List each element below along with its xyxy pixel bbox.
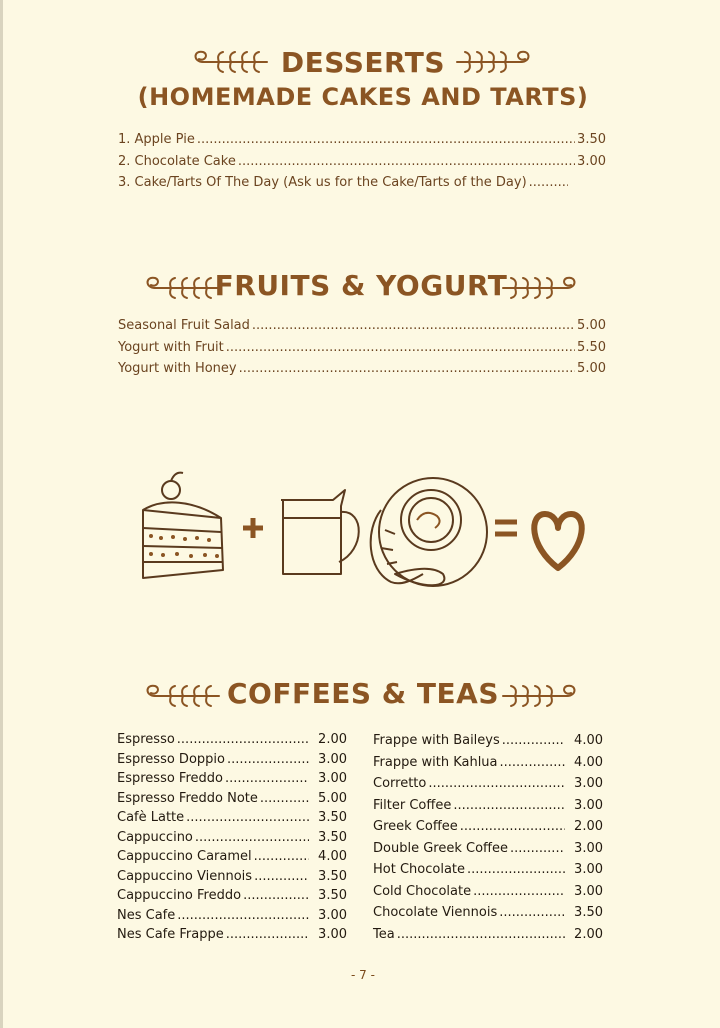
list-item <box>117 769 347 789</box>
item-label: Frappe with Baileys <box>373 733 500 748</box>
list-item <box>117 925 347 945</box>
item-label: Chocolate Viennois <box>373 905 498 920</box>
item-price: 2.00 <box>318 732 347 747</box>
list-item <box>117 789 347 809</box>
fruits-list <box>118 315 606 380</box>
item-label: Greek Coffee <box>373 819 458 834</box>
item-label: Corretto <box>373 776 427 791</box>
item-price: 5.00 <box>318 790 347 806</box>
desserts-list <box>118 129 606 194</box>
item-label: Hot Chocolate <box>373 862 466 877</box>
item-label: Filter Coffee <box>373 797 452 813</box>
milk-jug-icon <box>281 490 359 574</box>
list-item <box>117 808 347 828</box>
list-item <box>373 816 603 838</box>
item-price: 3.50 <box>318 810 347 825</box>
item-label: Nes Cafe <box>117 907 176 923</box>
item-price: 3.00 <box>574 797 603 813</box>
item-label: 1. Apple Pie <box>118 132 195 147</box>
list-item <box>373 859 603 881</box>
item-price: 3.00 <box>574 776 603 791</box>
coffees-title: COFFEES & TEAS <box>226 677 499 710</box>
item-label: Cappuccino Viennois <box>117 868 253 884</box>
item-label: 2. Chocolate Cake <box>118 153 236 169</box>
cake-slice-icon <box>143 473 223 578</box>
item-price: 3.50 <box>318 888 347 903</box>
item-price: 3.00 <box>318 771 347 786</box>
item-label: Cafè Latte <box>117 810 185 825</box>
item-price: 4.00 <box>574 754 603 770</box>
coffees-right-list <box>373 730 603 945</box>
item-price: 2.00 <box>574 819 603 834</box>
plus-icon <box>243 518 263 538</box>
item-price: 3.00 <box>574 862 603 877</box>
item-label: Espresso Freddo <box>117 771 223 786</box>
item-label: Cappuccino <box>117 829 193 845</box>
item-label: Cappuccino Freddo <box>117 888 242 903</box>
item-price: 4.00 <box>574 733 603 748</box>
illustration <box>133 470 593 600</box>
item-price: 3.00 <box>318 751 347 767</box>
list-item <box>117 847 347 867</box>
item-label: Seasonal Fruit Salad <box>118 318 250 333</box>
item-price: 3.50 <box>318 868 347 884</box>
item-price: 2.00 <box>574 926 603 942</box>
item-price: 4.00 <box>318 849 347 864</box>
list-item <box>117 867 347 887</box>
item-label: Cold Chocolate <box>373 883 472 899</box>
list-item <box>373 795 603 817</box>
coffees-left-list <box>117 730 347 945</box>
list-item <box>117 906 347 926</box>
list-item <box>118 337 606 359</box>
list-item <box>373 924 603 946</box>
item-price: 5.00 <box>577 361 606 376</box>
item-price: 3.00 <box>318 907 347 923</box>
item-label: Tea <box>373 926 395 942</box>
item-price: 5.00 <box>577 318 606 333</box>
list-item <box>373 902 603 924</box>
list-item <box>373 752 603 774</box>
list-item <box>373 881 603 903</box>
item-price: 3.00 <box>574 883 603 899</box>
item-price: 3.50 <box>574 905 603 920</box>
list-item <box>117 886 347 906</box>
page-number: - 7 - <box>351 968 375 982</box>
list-item <box>373 730 603 752</box>
list-item <box>118 315 606 337</box>
item-price: 3.50 <box>577 132 606 147</box>
coffee-croissant-icon <box>371 478 487 586</box>
list-item <box>118 172 570 194</box>
item-label: Double Greek Coffee <box>373 840 508 856</box>
heart-icon <box>534 514 581 568</box>
item-label: Yogurt with Fruit <box>118 339 224 355</box>
item-label: Frappe with Kahlua <box>373 754 498 770</box>
item-label: Espresso Freddo Note <box>117 790 258 806</box>
item-label: Espresso Doppio <box>117 751 225 767</box>
item-label: Yogurt with Honey <box>118 361 237 376</box>
item-price: 5.50 <box>577 339 606 355</box>
desserts-title: DESSERTS <box>280 46 446 79</box>
equals-icon <box>495 522 517 534</box>
item-price: 3.00 <box>577 153 606 169</box>
list-item <box>373 773 603 795</box>
item-label: Cappuccino Caramel <box>117 849 252 864</box>
item-label: Nes Cafe Frappe <box>117 927 224 942</box>
item-label: 3. Cake/Tarts Of The Day (Ask us for the Cake/Tarts of the Day) <box>118 175 527 190</box>
desserts-subtitle: (HOMEMADE CAKES AND TARTS) <box>137 83 589 111</box>
list-item <box>118 358 606 380</box>
item-price: 3.00 <box>574 840 603 856</box>
item-label: Espresso <box>117 732 175 747</box>
list-item <box>118 129 606 151</box>
item-price: 3.50 <box>318 829 347 845</box>
list-item <box>117 750 347 770</box>
fruits-title: FRUITS & YOGURT <box>214 269 508 302</box>
item-price: 3.00 <box>318 927 347 942</box>
list-item <box>117 730 347 750</box>
list-item <box>117 828 347 848</box>
list-item <box>373 838 603 860</box>
list-item <box>118 151 606 173</box>
